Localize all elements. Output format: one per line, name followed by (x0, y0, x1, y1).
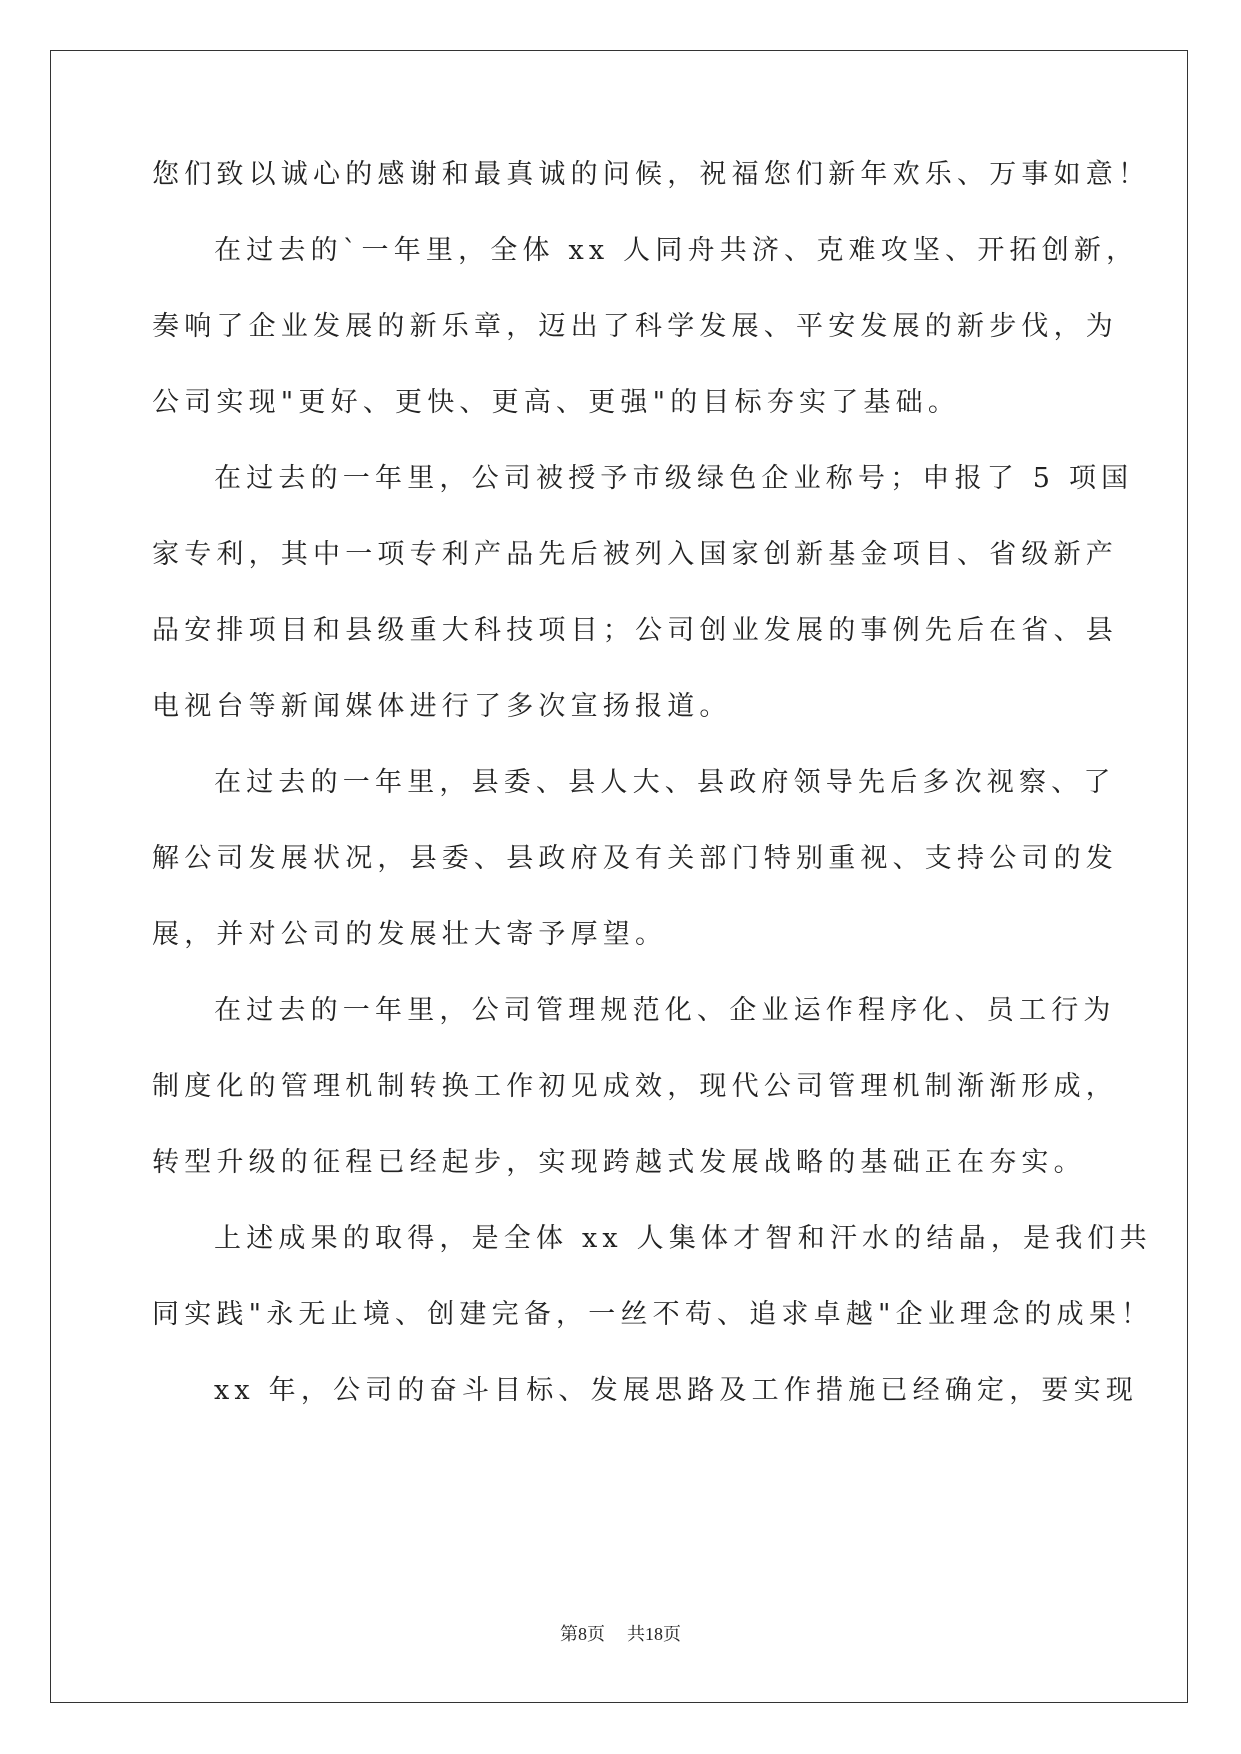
text-line: 转型升级的征程已经起步，实现跨越式发展战略的基础正在夯实。 (152, 1147, 1086, 1178)
text-line: 奏响了企业发展的新乐章，迈出了科学发展、平安发展的新步伐，为 (152, 311, 1118, 342)
text-line: 品安排项目和县级重大科技项目；公司创业发展的事例先后在省、县 (152, 615, 1118, 646)
text-line: 您们致以诚心的感谢和最真诚的问候，祝福您们新年欢乐、万事如意！ (152, 159, 1151, 190)
text-line: 在过去的一年里，公司被授予市级绿色企业称号；申报了 5 项国 (214, 463, 1134, 494)
text-line: 同实践"永无止境、创建完备，一丝不苟、追求卓越"企业理念的成果！ (152, 1299, 1154, 1330)
text-line: 公司实现"更好、更快、更高、更强"的目标夯实了基础。 (152, 387, 961, 418)
text-line: 在过去的一年里，公司管理规范化、企业运作程序化、员工行为 (214, 995, 1116, 1026)
text-line: 解公司发展状况，县委、县政府及有关部门特别重视、支持公司的发 (152, 843, 1118, 874)
total-pages-suffix: 页 (663, 1624, 681, 1645)
text-line: 在过去的`一年里，全体 xx 人同舟共济、克难攻坚、开拓创新， (214, 235, 1139, 266)
document-body (152, 159, 1154, 1452)
text-line: 家专利，其中一项专利产品先后被列入国家创新基金项目、省级新产 (152, 539, 1118, 570)
text-line: 在过去的一年里，县委、县人大、县政府领导先后多次视察、了 (214, 767, 1116, 798)
total-pages-prefix: 共 (627, 1624, 645, 1645)
text-line: 上述成果的取得，是全体 xx 人集体才智和汗水的结晶，是我们共 (214, 1223, 1152, 1254)
page-footer (0, 1623, 1241, 1646)
page-number-prefix: 第 (560, 1624, 578, 1645)
text-line: 制度化的管理机制转换工作初见成效，现代公司管理机制渐渐形成， (152, 1071, 1118, 1102)
text-line: xx 年，公司的奋斗目标、发展思路及工作措施已经确定，要实现 (214, 1375, 1139, 1406)
text-line: 展，并对公司的发展壮大寄予厚望。 (152, 919, 668, 950)
page-number-suffix: 页 (587, 1624, 605, 1645)
text-line: 电视台等新闻媒体进行了多次宣扬报道。 (152, 691, 732, 722)
current-page-number: 8 (578, 1624, 587, 1644)
total-page-count: 18 (645, 1624, 663, 1644)
